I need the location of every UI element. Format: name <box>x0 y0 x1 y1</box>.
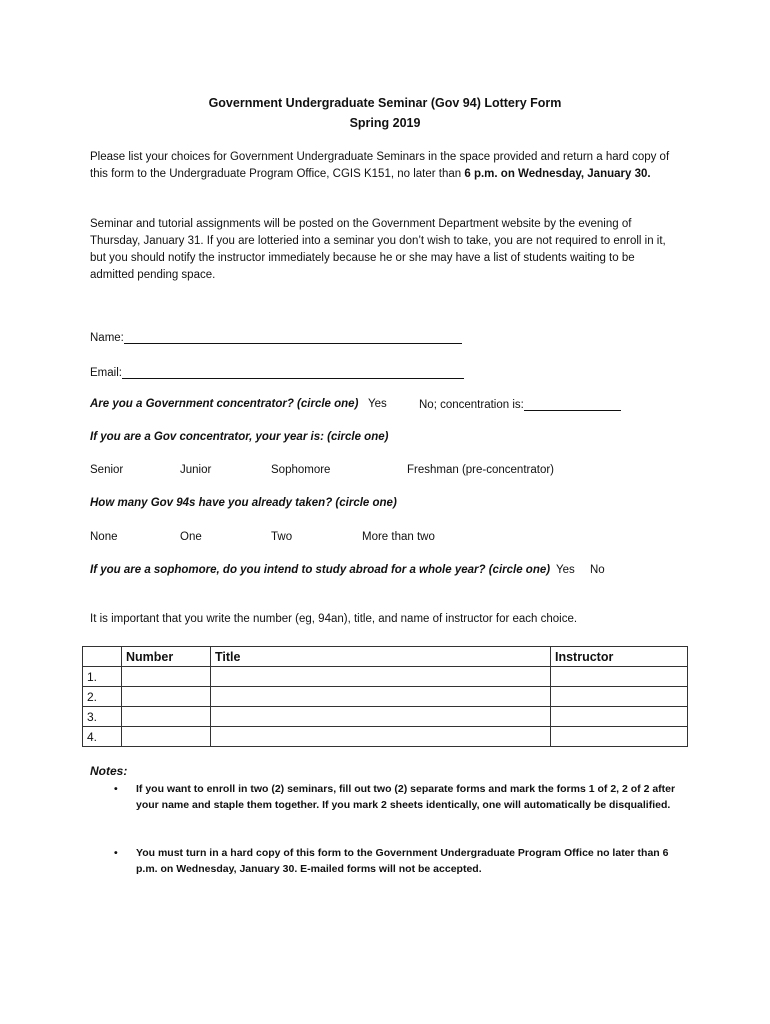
abroad-question: If you are a sophomore, do you intend to study abroad for a whole year? (circle one) <box>90 564 551 576</box>
title-cell[interactable] <box>211 667 551 687</box>
bullet-icon: • <box>114 847 118 859</box>
abroad-no-option[interactable]: No <box>590 564 605 576</box>
table-header-index <box>83 647 122 667</box>
table-row <box>83 687 688 707</box>
concentrator-no-row <box>419 398 621 411</box>
name-input-line[interactable] <box>124 331 462 344</box>
note-text: You must turn in a hard copy of this form to the Government Undergraduate Program Office no later than 6 p.m. on Wednesday, January 30. E-mailed forms will not be accepted. <box>136 847 669 875</box>
title-cell[interactable] <box>211 687 551 707</box>
email-label: Email: <box>90 367 122 379</box>
intro-text: Please list your choices for Government Undergraduate Seminars in the space provided and return a hard copy of this form to the Undergraduate Program Office, CGIS K151, no later than <box>90 151 670 180</box>
year-option-freshman[interactable]: Freshman (pre-concentrator) <box>407 464 554 476</box>
email-field-row <box>90 366 464 379</box>
note-item-1 <box>90 781 690 813</box>
concentration-input-line[interactable] <box>524 398 621 411</box>
concentrator-no-option[interactable]: No; concentration is: <box>419 399 524 411</box>
concentrator-yes-option[interactable]: Yes <box>368 398 387 410</box>
form-term: Spring 2019 <box>349 116 421 130</box>
choices-table <box>82 646 688 747</box>
year-question: If you are a Gov concentrator, your year is: (circle one) <box>90 431 389 443</box>
number-cell[interactable] <box>122 727 211 747</box>
gov94-question: How many Gov 94s have you already taken? (circle one) <box>90 497 397 509</box>
table-header-number: Number <box>122 647 211 667</box>
form-title: Government Undergraduate Seminar (Gov 94) Lottery Form <box>208 96 562 110</box>
title-cell[interactable] <box>211 707 551 727</box>
gov94-option-two[interactable]: Two <box>271 531 293 543</box>
gov94-option-none[interactable]: None <box>90 531 118 543</box>
row-index: 2. <box>83 687 122 707</box>
instructor-cell[interactable] <box>551 667 688 687</box>
row-index: 3. <box>83 707 122 727</box>
table-header-row <box>83 647 688 667</box>
number-cell[interactable] <box>122 707 211 727</box>
note-item-2 <box>90 845 690 877</box>
number-cell[interactable] <box>122 687 211 707</box>
gov94-option-more[interactable]: More than two <box>362 531 435 543</box>
table-row <box>83 707 688 727</box>
intro-paragraph-2: Seminar and tutorial assignments will be posted on the Government Department website by the evening of Thursday, January 31. If you are lotteried into a seminar you don’t wish to take, you are not required to enroll in it, but you should notify the instructor immediately because he or she may have a list of students waiting to be admitted pending space. <box>90 218 666 281</box>
number-cell[interactable] <box>122 667 211 687</box>
concentrator-question: Are you a Government concentrator? (circle one) <box>90 398 359 410</box>
name-label: Name: <box>90 332 124 344</box>
notes-label: Notes: <box>90 764 128 778</box>
year-option-junior[interactable]: Junior <box>180 464 212 476</box>
instructor-cell[interactable] <box>551 687 688 707</box>
row-index: 4. <box>83 727 122 747</box>
name-field-row <box>90 331 462 344</box>
title-cell[interactable] <box>211 727 551 747</box>
intro-paragraph-1 <box>90 149 680 183</box>
row-index: 1. <box>83 667 122 687</box>
abroad-yes-option[interactable]: Yes <box>556 564 575 576</box>
instructor-cell[interactable] <box>551 727 688 747</box>
year-option-sophomore[interactable]: Sophomore <box>271 464 331 476</box>
table-row <box>83 727 688 747</box>
instruction-text: It is important that you write the number (eg, 94an), title, and name of instructor for each choice. <box>90 613 578 625</box>
year-option-senior[interactable]: Senior <box>90 464 124 476</box>
email-input-line[interactable] <box>122 366 464 379</box>
note-text: If you want to enroll in two (2) seminars, fill out two (2) separate forms and mark the forms 1 of 2, 2 of 2 after your name and staple them together. If you mark 2 sheets identically, one will automatically be disqualified. <box>136 783 676 811</box>
deadline-text: 6 p.m. on Wednesday, January 30. <box>464 168 651 180</box>
table-row <box>83 667 688 687</box>
instructor-cell[interactable] <box>551 707 688 727</box>
table-header-title: Title <box>211 647 551 667</box>
table-header-instructor: Instructor <box>551 647 688 667</box>
bullet-icon: • <box>114 783 118 795</box>
gov94-option-one[interactable]: One <box>180 531 202 543</box>
